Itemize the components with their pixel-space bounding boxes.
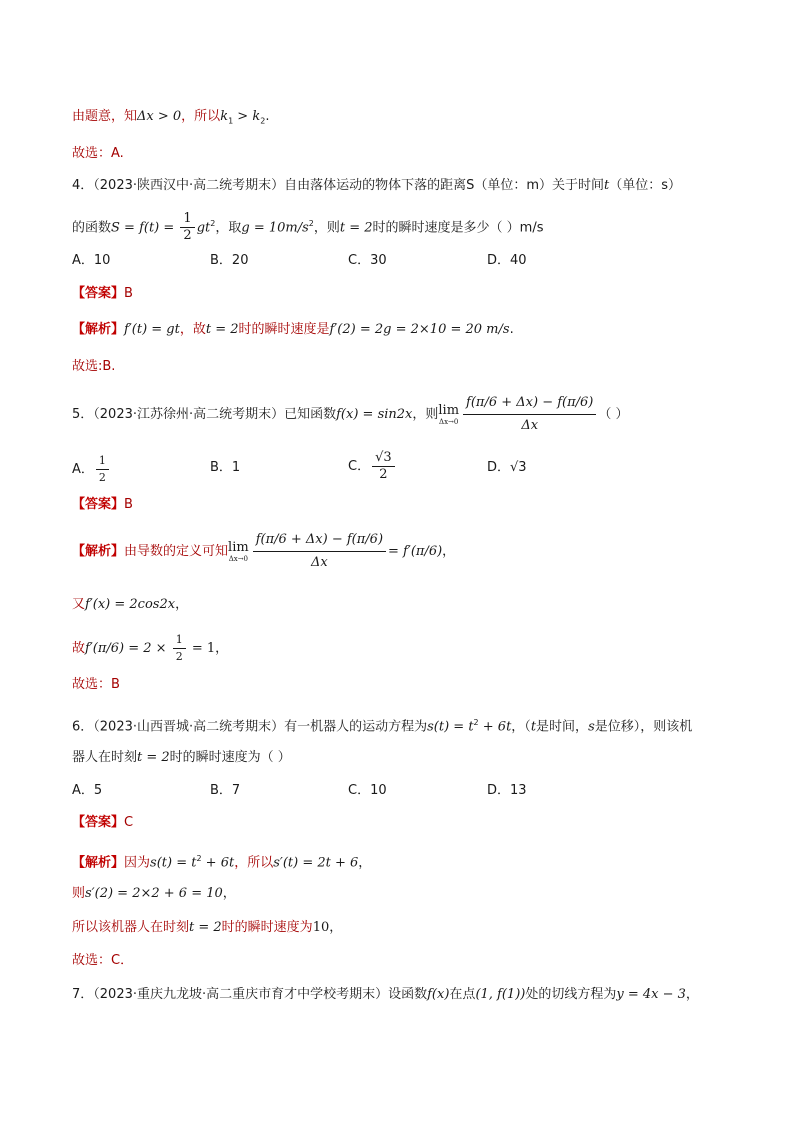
q4-stem-line2: 的函数S = f(t) = $\frac{1}{2}$ $gt^2$，取$g = 10m/s^2$，则t = 2时的瞬时速度是多少（ ）m/s (72, 211, 544, 244)
q6-stem-line2: 器人在时刻t = 2时的瞬时速度为（ ） (72, 750, 291, 765)
q6-line2: 则s′(2) = 2×2 + 6 = 10， (72, 886, 236, 901)
q5-option-d: D．√3 (487, 460, 527, 475)
q4-option-d: D．40 (487, 253, 527, 268)
q6-stem-line1: 6．（2023·山西晋城·高二统考期末）有一机器人的运动方程为$s(t) = t^2 + 6t$，（t是时间，s是位移），则该机 (72, 718, 693, 735)
q5-difference-quotient: $\frac{f(\pi/6 + \Delta x) - f(\pi/6)}{\Delta x}$ (463, 392, 596, 437)
q5-option-a: A． $\frac{1}{2}$ (72, 453, 111, 486)
q4-option-a: A．10 (72, 253, 111, 268)
q5-lim: lim Δx→0 (438, 402, 460, 426)
q6-option-c: C．10 (348, 783, 387, 798)
q4-half-fraction: $\frac{1}{2}$ (180, 211, 194, 244)
q5-stem: 5．（2023·江苏徐州·高二统考期末）已知函数f(x) = sin2x，则 lim Δx→0 $\frac{f(\pi/6 + \Delta x) - f(\pi/6)}{\Delta x}$ （ ） (72, 392, 629, 438)
q4-answer: 【答案】B (72, 286, 133, 301)
q5-analysis: 【解析】由导数的定义可知 lim Δx→0 $\frac{f(\pi/6 + \Delta x) - f(\pi/6)}{\Delta x}$ = f′(π/6)， (72, 527, 455, 577)
q5-option-b: B．1 (210, 460, 241, 475)
q6-choice: 故选：C． (72, 953, 134, 968)
q4-choice: 故选:B. (72, 359, 116, 374)
q5-answer: 【答案】B (72, 497, 133, 512)
intro-choice: 故选：A. (72, 146, 124, 161)
q5-choice: 故选：B (72, 677, 120, 692)
q5-option-c: C． $\frac{√3}{2}$ (348, 449, 397, 485)
q4-stem-line1: 4．（2023·陕西汉中·高二统考期末）自由落体运动的物体下落的距离S（单位：m）关于时间t（单位：s） (72, 178, 682, 193)
intro-line: 由题意，知Δx > 0，所以$k_1 > k_2$. (72, 109, 270, 126)
q6-analysis: 【解析】因为$s(t) = t^2 + 6t$，所以s′(t) = 2t + 6， (72, 854, 372, 871)
q6-answer: 【答案】C (72, 815, 134, 830)
q5-line3: 故f′(π/6) = 2 × $\frac{1}{2}$ = 1， (72, 633, 229, 663)
q4-option-c: C．30 (348, 253, 387, 268)
q6-option-d: D．13 (487, 783, 527, 798)
q7-stem: 7．（2023·重庆九龙坡·高二重庆市育才中学校考期末）设函数f(x)在点(1, f(1))处的切线方程为y = 4x − 3， (72, 987, 699, 1002)
q6-line3: 所以该机器人在时刻t = 2时的瞬时速度为10， (72, 920, 343, 935)
q6-option-a: A．5 (72, 783, 103, 798)
q6-option-b: B．7 (210, 783, 241, 798)
q4-analysis: 【解析】f′(t) = gt，故t = 2时的瞬时速度是f′(2) = 2g = 2×10 = 20 m/s. (72, 322, 514, 337)
q5-line2: 又f′(x) = 2cos2x， (72, 597, 189, 612)
q4-option-b: B．20 (210, 253, 249, 268)
